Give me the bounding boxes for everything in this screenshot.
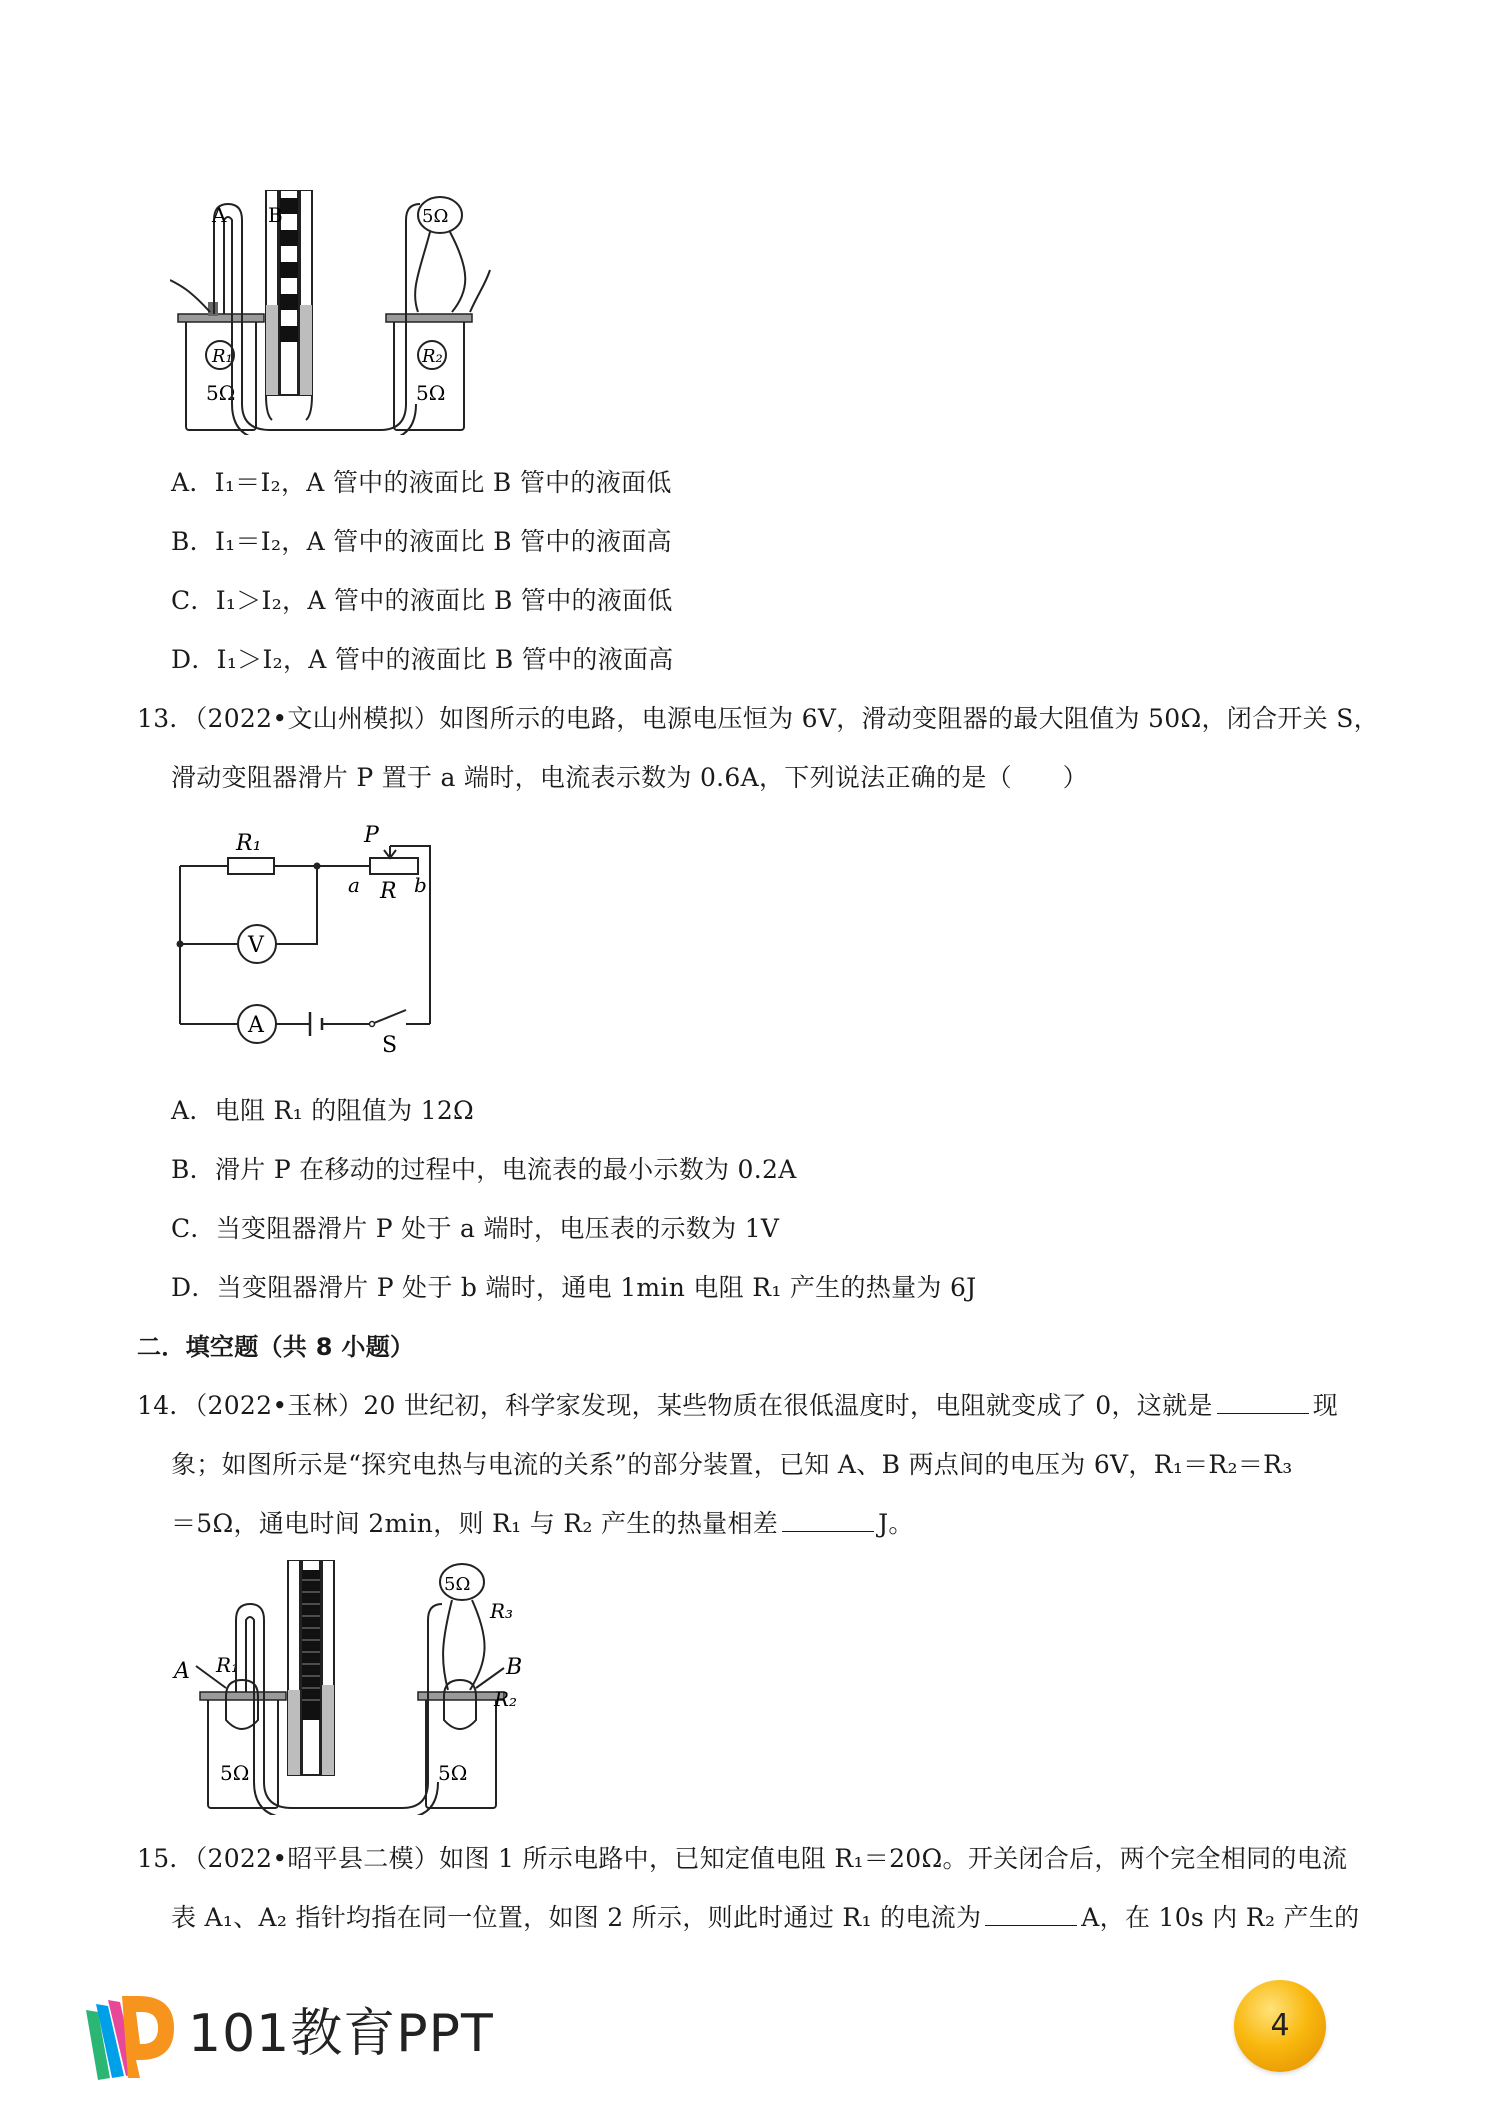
q15-stem-line1: 15．（2022•昭平县二模）如图 1 所示电路中，已知定值电阻 R₁＝20Ω。开关闭合后，两个完全相同的电流: [137, 1844, 1348, 1873]
q14-figure: [170, 1560, 540, 1815]
brand-logo-icon: [78, 1990, 178, 2086]
page-number-badge: [1234, 1980, 1326, 2072]
q12-option-a: A．I₁＝I₂，A 管中的液面比 B 管中的液面低: [171, 468, 672, 497]
q13-b-label: b: [414, 873, 427, 897]
q12-option-d: D．I₁＞I₂，A 管中的液面比 B 管中的液面高: [171, 645, 674, 674]
q13-a-label: a: [348, 873, 360, 897]
q15-stem-line2: [171, 1901, 1359, 1935]
brand-name: 101教育PPT: [188, 2004, 494, 2064]
q14-a-label: A: [174, 1659, 190, 1684]
q13-option-b: B．滑片 P 在移动的过程中，电流表的最小示数为 0.2A: [171, 1155, 797, 1184]
page-number: 4: [1270, 2008, 1290, 2043]
q14-text-1b: 现: [1312, 1391, 1339, 1420]
q14-text-1a: 14．（2022•玉林）20 世纪初，科学家发现，某些物质在很低温度时，电阻就变成了 0，这就是: [137, 1391, 1213, 1420]
section-title-fill-blank: 二．填空题（共 8 小题）: [137, 1333, 415, 1361]
q14-blank-2[interactable]: [782, 1509, 874, 1532]
q15-blank-1[interactable]: [985, 1903, 1077, 1926]
q14-stem-line3: [171, 1507, 914, 1541]
q13-switch-label: S: [382, 1033, 398, 1058]
q14-text-3a: ＝5Ω，通电时间 2min，则 R₁ 与 R₂ 产生的热量相差: [171, 1509, 779, 1538]
q14-r2-value: 5Ω: [438, 1761, 468, 1785]
q12-r2-label: R₂: [422, 346, 443, 367]
q14-r2-label: R₂: [494, 1687, 518, 1711]
q13-circuit-figure: [170, 820, 450, 1060]
q12-option-b: B．I₁＝I₂，A 管中的液面比 B 管中的液面高: [171, 527, 672, 556]
q13-ammeter-label: A: [248, 1013, 264, 1038]
q13-r-label: R: [380, 879, 397, 904]
q14-stem-line2: 象；如图所示是“探究电热与电流的关系”的部分装置，已知 A、B 两点间的电压为 6V，R₁＝R₂＝R₃: [171, 1450, 1293, 1479]
q13-option-d: D．当变阻器滑片 P 处于 b 端时，通电 1min 电阻 R₁ 产生的热量为 6J: [171, 1273, 977, 1302]
q12-r1-value: 5Ω: [206, 381, 236, 405]
q13-option-c: C．当变阻器滑片 P 处于 a 端时，电压表的示数为 1V: [171, 1214, 780, 1243]
q14-stem-line1: [137, 1389, 1338, 1423]
q13-r1-label: R₁: [236, 831, 262, 856]
q14-r1-label: R₁: [216, 1653, 240, 1677]
q13-p-label: P: [364, 823, 379, 848]
q14-b-label: B: [506, 1655, 523, 1680]
q12-bulb-label: 5Ω: [422, 206, 449, 227]
q12-figure: [170, 190, 510, 435]
q14-r1-value: 5Ω: [220, 1761, 250, 1785]
q12-r2-value: 5Ω: [416, 381, 446, 405]
q12-label-b: B: [268, 203, 283, 227]
q13-stem-line2: 滑动变阻器滑片 P 置于 a 端时，电流表示数为 0.6A，下列说法正确的是（ ）: [171, 763, 1088, 792]
q12-label-a: A: [212, 203, 227, 227]
q12-r1-label: R₁: [212, 346, 233, 367]
q12-option-c: C．I₁＞I₂，A 管中的液面比 B 管中的液面低: [171, 586, 673, 615]
q13-option-a: A．电阻 R₁ 的阻值为 12Ω: [171, 1096, 475, 1125]
q14-text-3b: J。: [878, 1509, 914, 1538]
q13-stem-line1: 13．（2022•文山州模拟）如图所示的电路，电源电压恒为 6V，滑动变阻器的最大阻值为 50Ω，闭合开关 S，: [137, 704, 1379, 733]
q14-r3-label: R₃: [490, 1599, 514, 1623]
q15-text-2b: A，在 10s 内 R₂ 产生的: [1081, 1903, 1360, 1932]
q13-voltmeter-label: V: [248, 933, 264, 958]
q14-blank-1[interactable]: [1217, 1391, 1309, 1414]
q15-text-2a: 表 A₁、A₂ 指针均指在同一位置，如图 2 所示，则此时通过 R₁ 的电流为: [171, 1903, 982, 1932]
q14-bulb-label: 5Ω: [444, 1574, 471, 1595]
